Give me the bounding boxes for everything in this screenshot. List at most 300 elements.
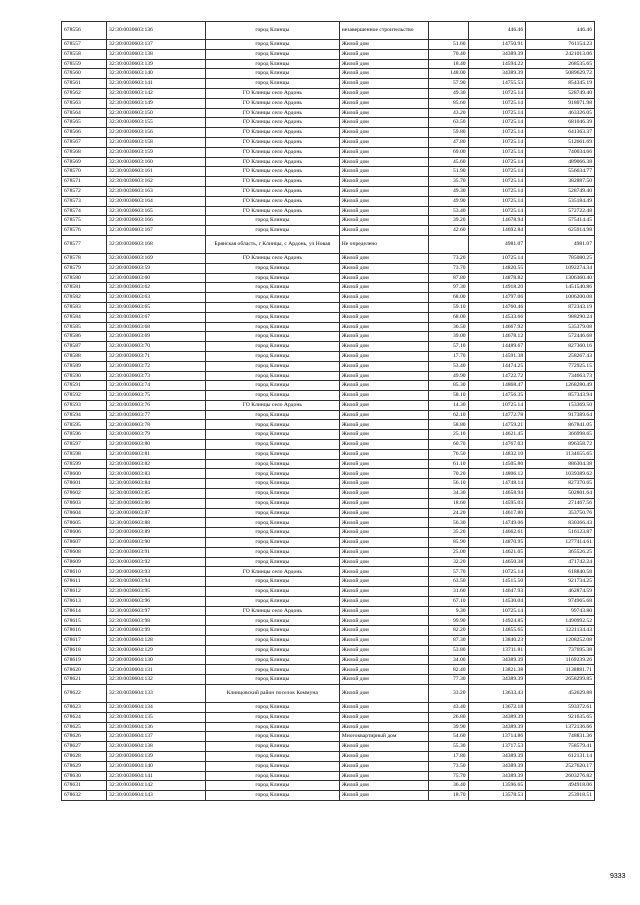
cadastral-number-cell: 32:30:0030603:163 <box>107 186 206 196</box>
unit-price-cell: 14678.94 <box>468 216 526 226</box>
table-row <box>62 147 595 157</box>
cadastral-number-cell: 32:30:0030603:138 <box>107 49 206 59</box>
record-id-cell: 678622 <box>62 685 107 703</box>
object-type-cell: Жилой дом <box>339 381 428 391</box>
cadastral-value-cell: 734663.73 <box>526 371 595 381</box>
cadastral-value-cell: 1306360.40 <box>526 273 595 283</box>
unit-price-cell: 14530.04 <box>468 596 526 606</box>
area-cell: 85.30 <box>428 381 468 391</box>
area-cell: 51.90 <box>428 167 468 177</box>
object-type-cell: Жилой дом <box>339 430 428 440</box>
area-cell: 148.00 <box>428 69 468 79</box>
object-type-cell: Жилой дом <box>339 508 428 518</box>
object-type-cell: Жилой дом <box>339 626 428 636</box>
cadastral-value-cell: 988290.24 <box>526 312 595 322</box>
address-cell: ГО Клинцы село Ардонь <box>205 606 339 616</box>
cadastral-value-cell: 886304.38 <box>526 459 595 469</box>
unit-price-cell: 14870.95 <box>468 538 526 548</box>
cadastral-number-cell: 32:30:0030603:142 <box>107 88 206 98</box>
table-row <box>62 128 595 138</box>
unit-price-cell: 13714.86 <box>468 732 526 742</box>
record-id-cell: 678594 <box>62 410 107 420</box>
table-row <box>62 118 595 128</box>
area-cell: 39.90 <box>428 722 468 732</box>
object-type-cell: Жилой дом <box>339 332 428 342</box>
unit-price-cell: 14678.12 <box>468 332 526 342</box>
table-row <box>62 263 595 273</box>
record-id-cell: 678576 <box>62 226 107 236</box>
address-cell: город Клинцы <box>205 626 339 636</box>
table-row <box>62 751 595 761</box>
cadastral-number-cell: 32:30:0030603:84 <box>107 479 206 489</box>
area-cell: 49.90 <box>428 371 468 381</box>
unit-price-cell: 13717.53 <box>468 742 526 752</box>
cadastral-value-cell: 740034.66 <box>526 147 595 157</box>
address-cell: город Клинцы <box>205 22 339 40</box>
object-type-cell: Жилой дом <box>339 263 428 273</box>
record-id-cell: 678612 <box>62 587 107 597</box>
object-type-cell: Жилой дом <box>339 479 428 489</box>
table-row <box>62 157 595 167</box>
area-cell: 85.60 <box>428 98 468 108</box>
record-id-cell: 678604 <box>62 508 107 518</box>
address-cell: Брянская область, г Клинцы, с Ардонь, ул Новая <box>205 235 339 253</box>
area-cell: 63.50 <box>428 577 468 587</box>
area-cell: 75.70 <box>428 771 468 781</box>
address-cell: город Клинцы <box>205 440 339 450</box>
table-row <box>62 186 595 196</box>
cadastral-number-cell: 32:30:0030603:92 <box>107 557 206 567</box>
address-cell: город Клинцы <box>205 703 339 713</box>
cadastral-number-cell: 32:30:0030603:65 <box>107 302 206 312</box>
unit-price-cell: 14806.12 <box>468 469 526 479</box>
record-id-cell: 678585 <box>62 322 107 332</box>
area-cell: 68.00 <box>428 312 468 322</box>
table-row <box>62 391 595 401</box>
property-table-body <box>62 22 595 801</box>
address-cell: ГО Клинцы село Ардонь <box>205 88 339 98</box>
cadastral-number-cell: 32:30:0030603:155 <box>107 118 206 128</box>
area-cell: 32.20 <box>428 557 468 567</box>
object-type-cell: Жилой дом <box>339 498 428 508</box>
object-type-cell: Жилой дом <box>339 137 428 147</box>
cadastral-number-cell: 32:30:0030604:128 <box>107 636 206 646</box>
record-id-cell: 678614 <box>62 606 107 616</box>
object-type-cell: Жилой дом <box>339 167 428 177</box>
area-cell: 57.10 <box>428 342 468 352</box>
record-id-cell: 678621 <box>62 675 107 685</box>
address-cell: город Клинцы <box>205 391 339 401</box>
address-cell: ГО Клинцы село Ардонь <box>205 400 339 410</box>
cadastral-value-cell: 1277414.61 <box>526 538 595 548</box>
cadastral-number-cell: 32:30:0030603:70 <box>107 342 206 352</box>
unit-price-cell: 14647.93 <box>468 587 526 597</box>
area-cell: 85.90 <box>428 538 468 548</box>
record-id-cell: 678580 <box>62 273 107 283</box>
address-cell: город Клинцы <box>205 645 339 655</box>
address-cell: город Клинцы <box>205 371 339 381</box>
cadastral-value-cell: 772925.15 <box>526 361 595 371</box>
address-cell: город Клинцы <box>205 69 339 79</box>
cadastral-number-cell: 32:30:0030604:137 <box>107 732 206 742</box>
cadastral-number-cell: 32:30:0030603:96 <box>107 596 206 606</box>
table-row <box>62 88 595 98</box>
address-cell: город Клинцы <box>205 557 339 567</box>
cadastral-number-cell: 32:30:0030603:161 <box>107 167 206 177</box>
cadastral-value-cell: 463326.05 <box>526 108 595 118</box>
unit-price-cell: 34389.39 <box>468 49 526 59</box>
table-row <box>62 342 595 352</box>
record-id-cell: 678591 <box>62 381 107 391</box>
record-id-cell: 678568 <box>62 147 107 157</box>
cadastral-number-cell: 32:30:0030603:156 <box>107 128 206 138</box>
area-cell: 43.40 <box>428 703 468 713</box>
table-row <box>62 302 595 312</box>
cadastral-value-cell: 489066.38 <box>526 157 595 167</box>
area-cell: 73.20 <box>428 253 468 263</box>
object-type-cell: Жилой дом <box>339 538 428 548</box>
address-cell: город Клинцы <box>205 538 339 548</box>
object-type-cell: Жилой дом <box>339 685 428 703</box>
object-type-cell: Жилой дом <box>339 781 428 791</box>
record-id-cell: 678567 <box>62 137 107 147</box>
object-type-cell: Жилой дом <box>339 177 428 187</box>
table-row <box>62 40 595 50</box>
area-cell: 33.20 <box>428 685 468 703</box>
record-id-cell: 678616 <box>62 626 107 636</box>
object-type-cell: Жилой дом <box>339 69 428 79</box>
cadastral-number-cell: 32:30:0030603:81 <box>107 449 206 459</box>
table-row <box>62 49 595 59</box>
object-type-cell: Жилой дом <box>339 665 428 675</box>
cadastral-number-cell: 32:30:0030603:98 <box>107 616 206 626</box>
cadastral-value-cell: 253918.51 <box>526 791 595 801</box>
address-cell: город Клинцы <box>205 342 339 352</box>
table-row <box>62 479 595 489</box>
address-cell: город Клинцы <box>205 479 339 489</box>
cadastral-value-cell: 452629.88 <box>526 685 595 703</box>
cadastral-number-cell: 32:30:0030603:69 <box>107 332 206 342</box>
unit-price-cell: 34389.39 <box>468 655 526 665</box>
cadastral-value-cell: 2527620.17 <box>526 761 595 771</box>
address-cell: город Клинцы <box>205 312 339 322</box>
record-id-cell: 678590 <box>62 371 107 381</box>
object-type-cell: Жилой дом <box>339 528 428 538</box>
area-cell: 82.40 <box>428 665 468 675</box>
object-type-cell: Жилой дом <box>339 655 428 665</box>
unit-price-cell: 10725.14 <box>468 157 526 167</box>
record-id-cell: 678602 <box>62 489 107 499</box>
table-row <box>62 167 595 177</box>
address-cell: город Клинцы <box>205 547 339 557</box>
table-row <box>62 361 595 371</box>
cadastral-value-cell: 2421013.06 <box>526 49 595 59</box>
unit-price-cell: 14760.46 <box>468 302 526 312</box>
address-cell: город Клинцы <box>205 49 339 59</box>
cadastral-number-cell: 32:30:0030604:143 <box>107 791 206 801</box>
cadastral-number-cell: 32:30:0030603:139 <box>107 59 206 69</box>
table-row <box>62 557 595 567</box>
unit-price-cell: 10725.14 <box>468 147 526 157</box>
object-type-cell: Жилой дом <box>339 489 428 499</box>
record-id-cell: 678620 <box>62 665 107 675</box>
unit-price-cell: 14924.85 <box>468 616 526 626</box>
object-type-cell: Жилой дом <box>339 342 428 352</box>
cadastral-number-cell: 32:30:0030604:136 <box>107 722 206 732</box>
cadastral-value-cell: 761154.23 <box>526 40 595 50</box>
cadastral-number-cell: 32:30:0030603:78 <box>107 420 206 430</box>
cadastral-number-cell: 32:30:0030603:150 <box>107 108 206 118</box>
cadastral-value-cell: 618840.58 <box>526 567 595 577</box>
area-cell: 49.30 <box>428 88 468 98</box>
area-cell: 34.30 <box>428 489 468 499</box>
table-row <box>62 322 595 332</box>
object-type-cell: Жилой дом <box>339 147 428 157</box>
cadastral-number-cell: 32:30:0030604:132 <box>107 675 206 685</box>
object-type-cell: Жилой дом <box>339 371 428 381</box>
unit-price-cell: 14595.03 <box>468 498 526 508</box>
cadastral-number-cell: 32:30:0030603:140 <box>107 69 206 79</box>
record-id-cell: 678574 <box>62 206 107 216</box>
address-cell: город Клинцы <box>205 518 339 528</box>
object-type-cell: Многоквартирный дом <box>339 732 428 742</box>
cadastral-value-cell: 854345.19 <box>526 79 595 89</box>
object-type-cell: Жилой дом <box>339 59 428 69</box>
unit-price-cell: 446.46 <box>468 22 526 40</box>
object-type-cell: Жилой дом <box>339 216 428 226</box>
cadastral-value-cell: 896358.72 <box>526 440 595 450</box>
address-cell: ГО Клинцы село Ардонь <box>205 98 339 108</box>
cadastral-value-cell: 353750.76 <box>526 508 595 518</box>
cadastral-number-cell: 32:30:0030603:60 <box>107 273 206 283</box>
object-type-cell: Жилой дом <box>339 587 428 597</box>
object-type-cell: Жилой дом <box>339 157 428 167</box>
record-id-cell: 678561 <box>62 79 107 89</box>
record-id-cell: 678579 <box>62 263 107 273</box>
address-cell: город Клинцы <box>205 322 339 332</box>
unit-price-cell: 14658.94 <box>468 489 526 499</box>
address-cell: город Клинцы <box>205 508 339 518</box>
area-cell: 67.10 <box>428 596 468 606</box>
cadastral-number-cell: 32:30:0030603:63 <box>107 293 206 303</box>
cadastral-number-cell: 32:30:0030604:140 <box>107 761 206 771</box>
object-type-cell: Жилой дом <box>339 675 428 685</box>
address-cell: город Клинцы <box>205 655 339 665</box>
unit-price-cell: 14692.84 <box>468 226 526 236</box>
table-row <box>62 177 595 187</box>
address-cell: Клинцовский район поселок Коммуна <box>205 685 339 703</box>
table-row <box>62 538 595 548</box>
record-id-cell: 678587 <box>62 342 107 352</box>
record-id-cell: 678599 <box>62 459 107 469</box>
cadastral-value-cell: 827370.65 <box>526 479 595 489</box>
cadastral-number-cell: 32:30:0030603:158 <box>107 137 206 147</box>
table-row <box>62 665 595 675</box>
address-cell: ГО Клинцы село Ардонь <box>205 157 339 167</box>
cadastral-number-cell: 32:30:0030604:141 <box>107 771 206 781</box>
object-type-cell: Жилой дом <box>339 518 428 528</box>
area-cell: 56.30 <box>428 518 468 528</box>
record-id-cell: 678597 <box>62 440 107 450</box>
table-row <box>62 722 595 732</box>
cadastral-number-cell: 32:30:0030603:67 <box>107 312 206 322</box>
area-cell: 76.50 <box>428 449 468 459</box>
table-row <box>62 528 595 538</box>
unit-price-cell: 13672.18 <box>468 703 526 713</box>
table-row <box>62 685 595 703</box>
address-cell: город Клинцы <box>205 751 339 761</box>
unit-price-cell: 14772.78 <box>468 410 526 420</box>
unit-price-cell: 14650.38 <box>468 557 526 567</box>
unit-price-cell: 14749.06 <box>468 518 526 528</box>
address-cell: город Клинцы <box>205 293 339 303</box>
address-cell: город Клинцы <box>205 283 339 293</box>
object-type-cell: Жилой дом <box>339 557 428 567</box>
address-cell: город Клинцы <box>205 489 339 499</box>
object-type-cell: Жилой дом <box>339 79 428 89</box>
cadastral-number-cell: 32:30:0030603:90 <box>107 538 206 548</box>
cadastral-value-cell: 748831.36 <box>526 732 595 742</box>
object-type-cell: Жилой дом <box>339 567 428 577</box>
area-cell: 39.00 <box>428 332 468 342</box>
record-id-cell: 678565 <box>62 118 107 128</box>
cadastral-number-cell: 32:30:0030603:87 <box>107 508 206 518</box>
address-cell: город Клинцы <box>205 577 339 587</box>
address-cell: город Клинцы <box>205 498 339 508</box>
object-type-cell: Жилой дом <box>339 410 428 420</box>
object-type-cell: Жилой дом <box>339 440 428 450</box>
unit-price-cell: 10725.14 <box>468 118 526 128</box>
object-type-cell: Жилой дом <box>339 459 428 469</box>
object-type-cell: Жилой дом <box>339 196 428 206</box>
cadastral-value-cell: 974965.68 <box>526 596 595 606</box>
address-cell: город Клинцы <box>205 712 339 722</box>
unit-price-cell: 14722.72 <box>468 371 526 381</box>
record-id-cell: 678596 <box>62 430 107 440</box>
cadastral-value-cell: 4981.07 <box>526 235 595 253</box>
cadastral-number-cell: 32:30:0030603:71 <box>107 351 206 361</box>
object-type-cell: Жилой дом <box>339 312 428 322</box>
cadastral-number-cell: 32:30:0030603:68 <box>107 322 206 332</box>
address-cell: город Клинцы <box>205 351 339 361</box>
unit-price-cell: 14748.14 <box>468 479 526 489</box>
table-row <box>62 79 595 89</box>
record-id-cell: 678623 <box>62 703 107 713</box>
cadastral-number-cell: 32:30:0030603:88 <box>107 518 206 528</box>
cadastral-number-cell: 32:30:0030603:83 <box>107 469 206 479</box>
record-id-cell: 678578 <box>62 253 107 263</box>
cadastral-value-cell: 382887.50 <box>526 177 595 187</box>
unit-price-cell: 14855.65 <box>468 626 526 636</box>
cadastral-number-cell: 32:30:0030604:131 <box>107 665 206 675</box>
table-row <box>62 587 595 597</box>
area-cell: 47.80 <box>428 137 468 147</box>
record-id-cell: 678630 <box>62 771 107 781</box>
cadastral-number-cell: 32:30:0030603:97 <box>107 606 206 616</box>
object-type-cell: Жилой дом <box>339 49 428 59</box>
table-row <box>62 655 595 665</box>
cadastral-number-cell: 32:30:0030603:76 <box>107 400 206 410</box>
unit-price-cell: 14515.50 <box>468 577 526 587</box>
record-id-cell: 678562 <box>62 88 107 98</box>
record-id-cell: 678609 <box>62 557 107 567</box>
cadastral-number-cell: 32:30:0030603:91 <box>107 547 206 557</box>
unit-price-cell: 14755.53 <box>468 79 526 89</box>
area-cell: 57.70 <box>428 567 468 577</box>
object-type-cell: Жилой дом <box>339 616 428 626</box>
address-cell: город Клинцы <box>205 361 339 371</box>
object-type-cell: Жилой дом <box>339 128 428 138</box>
cadastral-value-cell: 1134655.65 <box>526 449 595 459</box>
address-cell: город Клинцы <box>205 226 339 236</box>
cadastral-value-cell: 271467.56 <box>526 498 595 508</box>
address-cell: город Клинцы <box>205 596 339 606</box>
cadastral-number-cell: 32:30:0030604:133 <box>107 685 206 703</box>
area-cell: 53.40 <box>428 206 468 216</box>
area-cell: 59.80 <box>428 128 468 138</box>
area-cell: 51.60 <box>428 40 468 50</box>
cadastral-value-cell: 1268280.49 <box>526 381 595 391</box>
object-type-cell: Не определено <box>339 235 428 253</box>
record-id-cell: 678583 <box>62 302 107 312</box>
object-type-cell: Жилой дом <box>339 469 428 479</box>
area-cell <box>428 22 468 40</box>
cadastral-value-cell: 268535.65 <box>526 59 595 69</box>
address-cell: ГО Клинцы село Ардонь <box>205 167 339 177</box>
cadastral-value-cell: 575414.45 <box>526 216 595 226</box>
table-row <box>62 449 595 459</box>
record-id-cell: 678588 <box>62 351 107 361</box>
cadastral-value-cell: 528749.40 <box>526 88 595 98</box>
cadastral-number-cell: 32:30:0030604:129 <box>107 645 206 655</box>
table-row <box>62 791 595 801</box>
area-cell: 57.90 <box>428 79 468 89</box>
property-table <box>61 21 595 801</box>
table-row <box>62 732 595 742</box>
table-row <box>62 469 595 479</box>
cadastral-value-cell: 921734.25 <box>526 577 595 587</box>
area-cell: 99.90 <box>428 616 468 626</box>
address-cell: город Клинцы <box>205 665 339 675</box>
area-cell: 14.30 <box>428 400 468 410</box>
cadastral-number-cell: 32:30:0030603:85 <box>107 489 206 499</box>
address-cell: город Клинцы <box>205 216 339 226</box>
cadastral-number-cell: 32:30:0030603:164 <box>107 196 206 206</box>
record-id-cell: 678564 <box>62 108 107 118</box>
table-row <box>62 253 595 263</box>
unit-price-cell: 14489.67 <box>468 342 526 352</box>
object-type-cell: Жилой дом <box>339 722 428 732</box>
page-number: 9333 <box>610 873 626 880</box>
object-type-cell: Жилой дом <box>339 791 428 801</box>
unit-price-cell: 34389.39 <box>468 675 526 685</box>
table-row <box>62 312 595 322</box>
unit-price-cell: 14750.91 <box>468 40 526 50</box>
unit-price-cell: 10725.14 <box>468 400 526 410</box>
record-id-cell: 678571 <box>62 177 107 187</box>
address-cell: город Клинцы <box>205 636 339 646</box>
address-cell: город Клинцы <box>205 587 339 597</box>
cadastral-number-cell: 32:30:0030603:72 <box>107 361 206 371</box>
record-id-cell: 678608 <box>62 547 107 557</box>
object-type-cell: Жилой дом <box>339 606 428 616</box>
record-id-cell: 678584 <box>62 312 107 322</box>
record-id-cell: 678595 <box>62 420 107 430</box>
cadastral-value-cell: 572722.48 <box>526 206 595 216</box>
area-cell: 77.30 <box>428 675 468 685</box>
area-cell: 35.70 <box>428 177 468 187</box>
cadastral-number-cell: 32:30:0030603:149 <box>107 98 206 108</box>
